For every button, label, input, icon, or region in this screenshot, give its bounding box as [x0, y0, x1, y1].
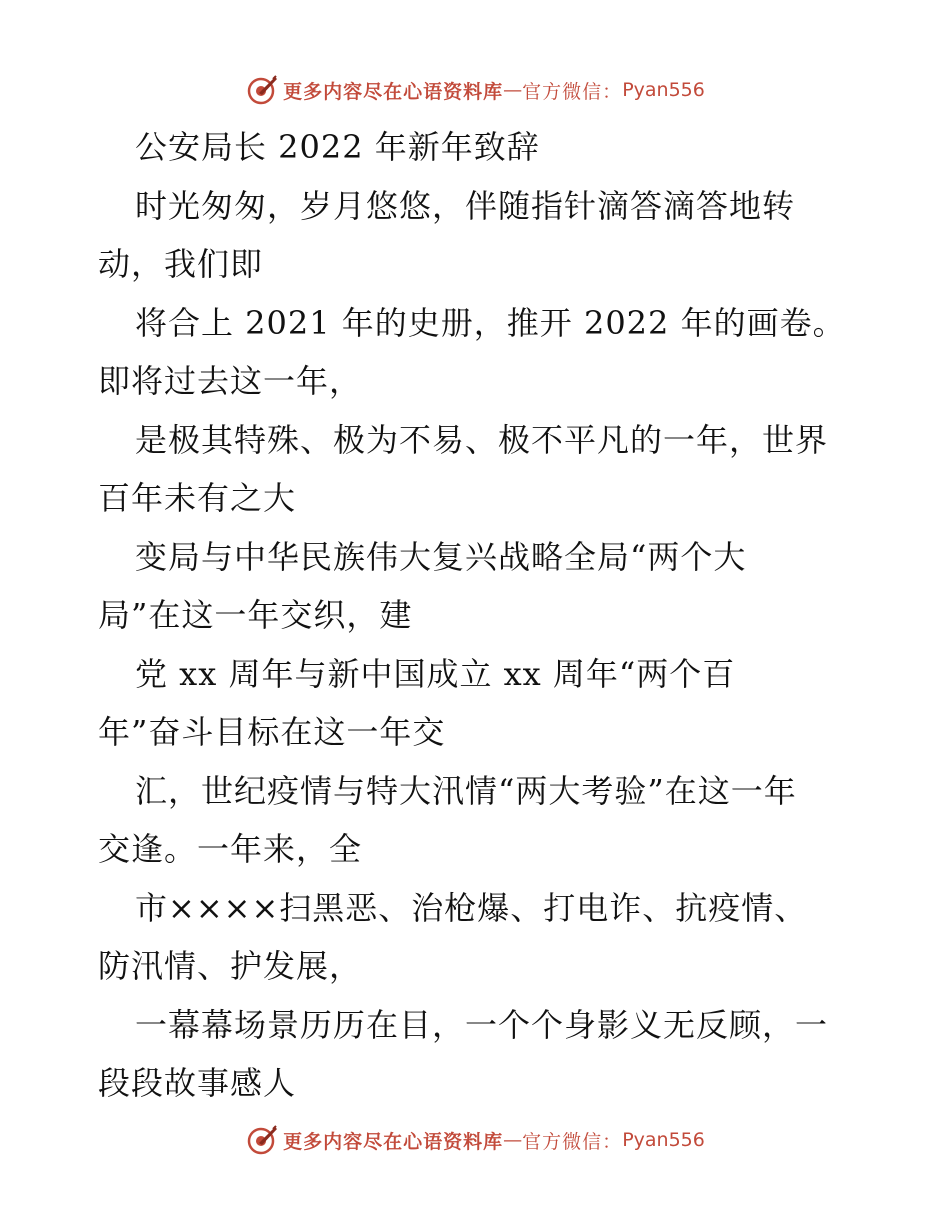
- paragraph-line: 即将过去这一年，: [98, 362, 363, 400]
- separator-dash: —: [503, 79, 523, 101]
- footer-watermark-banner: [0, 1120, 950, 1160]
- paragraph-line: 局”在这一年交织，建: [98, 596, 413, 634]
- paragraph-line: 市××××扫黑恶、治枪爆、打电诈、抗疫情、: [135, 888, 808, 927]
- paragraph-line: 年”奋斗目标在这一年交: [98, 713, 446, 751]
- paragraph-line: 汇，世纪疫情与特大汛情“两大考验”在这一年: [135, 771, 797, 810]
- wechat-label: 官方微信：: [522, 1130, 623, 1153]
- paragraph-line: 是极其特殊、极为不易、极不平凡的一年，世界: [135, 420, 829, 459]
- document-body: [98, 118, 878, 1113]
- promo-text: 更多内容尽在心语资料库: [283, 1130, 504, 1153]
- paragraph-line: 党 xx 周年与新中国成立 xx 周年“两个百: [135, 654, 736, 693]
- document-title: 公安局长 2022 年新年致辞: [135, 128, 540, 166]
- paragraph-line: 时光匆匆，岁月悠悠，伴随指针滴答滴答地转: [135, 186, 796, 225]
- header-watermark-banner: [0, 70, 950, 110]
- separator-dash: —: [503, 1129, 523, 1151]
- paragraph-line: 变局与中华民族伟大复兴战略全局“两个大: [135, 537, 747, 576]
- paragraph-line: 将合上 2021 年的史册，推开 2022 年的画卷。: [135, 303, 846, 342]
- paragraph-line: 交逢。一年来，全: [98, 830, 363, 868]
- paragraph-line: 防汛情、护发展，: [98, 947, 363, 985]
- paragraph-line: 百年未有之大: [98, 479, 297, 517]
- quill-pen-logo-icon: [245, 1123, 279, 1157]
- quill-pen-logo-icon: [245, 73, 279, 107]
- wechat-id: Pyan556: [622, 79, 705, 101]
- paragraph-line: 动，我们即: [98, 245, 264, 283]
- wechat-label: 官方微信：: [522, 80, 623, 103]
- promo-text: 更多内容尽在心语资料库: [283, 80, 504, 103]
- paragraph-line: 段段故事感人: [98, 1064, 297, 1102]
- wechat-id: Pyan556: [622, 1129, 705, 1151]
- paragraph-line: 一幕幕场景历历在目，一个个身影义无反顾，一: [135, 1005, 829, 1044]
